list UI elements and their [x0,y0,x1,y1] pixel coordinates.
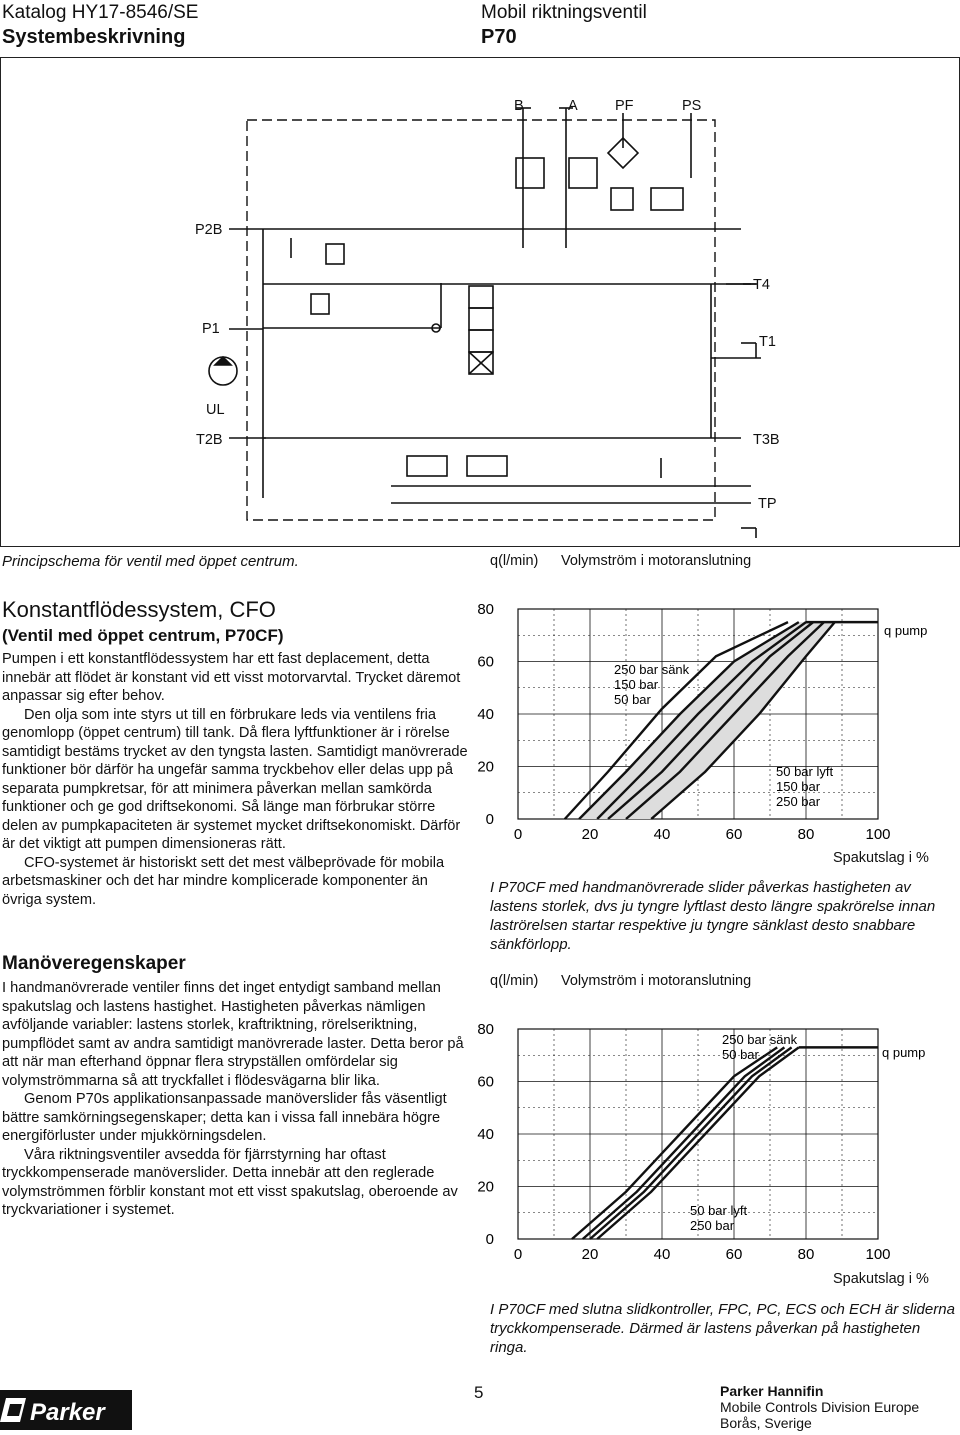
port-ul: UL [206,402,225,418]
x-tick-label: 100 [865,826,891,843]
manover-paragraph-2: Genom P70s applikationsanpassade manöverslider fås väsentligt bättre samkörningsegenskaper; detta kan i vissa fall innebära högre energiförluster under mjukkörningsdelen. [2,1091,447,1144]
port-p2b: P2B [195,222,223,238]
chart-annotation: 50 bar [722,1047,759,1062]
parker-logo-text: Parker [30,1399,105,1426]
chart2-plot [477,1000,960,1290]
y-tick-label: 80 [477,601,494,618]
chart1-plot [477,580,960,870]
x-tick-label: 0 [513,826,523,843]
cfo-subtitle: (Ventil med öppet centrum, P70CF) [2,626,284,645]
x-tick-label: 40 [653,1246,671,1263]
chart-annotation: q pump [882,1045,926,1060]
parker-logo [0,1390,132,1430]
parker-logo-icon [0,1390,132,1430]
catalog-number: Katalog HY17-8546/SE [2,2,199,23]
x-tick-label: 80 [797,826,815,843]
chart2-caption: I P70CF med slutna slidkontroller, FPC, PC, ECS och ECH är sliderna tryckkompenserade. Därmed är lastens påverkan på hastigheten ringa. [490,1301,955,1356]
chart2-ylabel: q(l/min) [490,973,539,989]
x-tick-label: 60 [725,1246,743,1263]
manover-body [2,979,470,1220]
section-title: Systembeskrivning [2,26,186,48]
x-tick-label: 60 [725,826,743,843]
schematic-caption: Principschema för ventil med öppet centrum. [2,553,299,570]
product-type: Mobil riktningsventil [481,2,647,23]
x-tick-label: 20 [581,826,599,843]
y-tick-label: 0 [485,1231,494,1248]
port-t2b: T2B [196,432,223,448]
y-tick-label: 20 [477,758,494,776]
port-ps: PS [682,98,702,114]
y-tick-label: 60 [477,653,494,671]
port-tp: TP [758,496,777,512]
x-tick-label: 40 [653,826,671,843]
port-t3b: T3B [753,432,780,448]
chart2-xlabel: Spakutslag i % [833,1271,929,1287]
cfo-title: Konstantflödessystem, CFO [2,597,276,622]
y-tick-label: 0 [485,811,494,828]
product-name: P70 [481,26,517,48]
chart-annotation: 50 bar lyft [776,764,834,779]
y-tick-label: 20 [477,1178,494,1196]
schematic-drawing [1,58,959,546]
chart-annotation: 50 bar [614,692,651,707]
y-tick-label: 80 [477,1021,494,1038]
location: Borås, Sverige [720,1415,812,1431]
chart-annotation: 150 bar [776,779,821,794]
manover-paragraph-1: I handmanövrerade ventiler finns det inget entydigt samband mellan spakutslag och lastens hastighet. Hastigheten påverkas nämligen avföljande variabler: lastens storlek, kraftriktning, rörelseriktning, pumpflödet samt av andra samtidigt manövrerade laster. Detta beror på att när man efterhand öppnar flera strypställen omfördelar sig volymströmmarna så att tryckfallet i flödesvägarna blir lika. [2,980,464,1089]
division-name: Mobile Controls Division Europe [720,1399,920,1415]
cfo-body [2,650,470,909]
port-b: B [514,98,524,114]
hydraulic-schematic [0,57,960,547]
chart-annotation: 50 bar lyft [690,1203,748,1218]
y-tick-label: 40 [477,706,494,723]
chart-annotation: 250 bar [776,794,821,809]
port-t1: T1 [759,334,776,350]
chart-annotation: 150 bar [614,677,659,692]
cfo-paragraph-2: Den olja som inte styrs ut till en förbrukare leds via ventilens fria genomlopp (öppet centrum) till tank. Då flera lyftfunktioner är i rörelse samtidigt bestäms trycket av den tyngsta lasten. Samtidigt manövrerade funktioner bör därför ha ungefär samma tryckbehov eller delas upp på separata pumpkretsar, för att minimera påverkan mellan samkörda funktioner och ge god driftsekonomi. Så länge man förbrukar större delen av pumpkapaciteten är systemet mycket driftsekonomiskt. Därför är det viktigt att pumpen dimensioneras rätt. [2,706,468,852]
cfo-paragraph-3: CFO-systemet är historiskt sett det mest välbeprövade för mobila arbetsmaskiner och det har mindre komplicerade komponenter än övriga system. [2,854,445,908]
chart-annotation: 250 bar [690,1218,735,1233]
chart2-title: Volymström i motoranslutning [561,973,752,989]
cfo-paragraph-1: Pumpen i ett konstantflödessystem har ett fast deplacement, detta innebär att flödet är konstant vid ett visst motorvarvtal. Trycket däremot anpassar sig efter behov. [2,651,461,704]
manover-title: Manöveregenskaper [2,953,186,974]
x-tick-label: 20 [581,1246,599,1263]
port-t4: T4 [753,277,770,293]
port-pf: PF [615,98,634,114]
x-tick-label: 0 [513,1246,523,1263]
port-a: A [568,98,578,114]
company-name: Parker Hannifin [720,1383,824,1399]
chart-annotation: q pump [884,623,928,638]
chart1-title: Volymström i motoranslutning [561,553,752,569]
chart1-xlabel: Spakutslag i % [833,850,929,866]
y-tick-label: 60 [477,1073,494,1091]
x-tick-label: 100 [865,1246,891,1263]
chart1-ylabel: q(l/min) [490,553,539,569]
chart-annotation: 250 bar sänk [614,662,690,677]
y-tick-label: 40 [477,1126,494,1143]
port-p1: P1 [202,321,220,337]
page-number: 5 [474,1383,484,1402]
chart-annotation: 250 bar sänk [722,1032,798,1047]
x-tick-label: 80 [797,1246,815,1263]
chart1-caption: I P70CF med handmanövrerade slider påverkas hastigheten av lastens storlek, dvs ju tyngre lyftlast desto längre spakrörelse innan laströrelsen startar respektive ju tyngre sänklast desto snabbare sänkförlopp. [490,879,936,953]
manover-paragraph-3: Våra riktningsventiler avsedda för fjärrstyrning har oftast tryckkompenserade manöverslider. Detta innebär att den reglerade volymströmmen förblir konstant mot ett visst spakutslag, oberoende av tryckvariationer i systemet. [2,1146,458,1218]
